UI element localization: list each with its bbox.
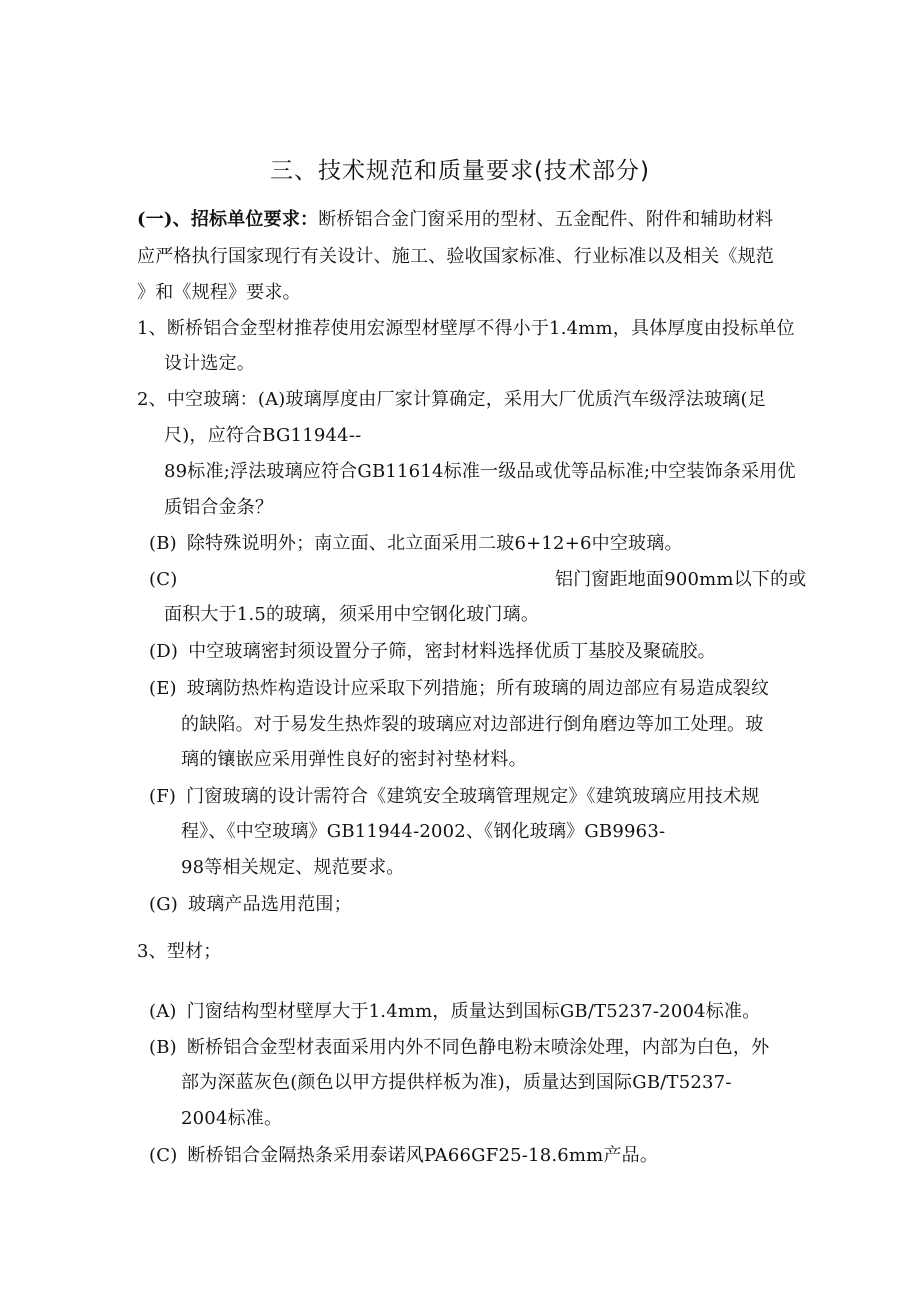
item-2-f-line-3: 98等相关规定、规范要求。 bbox=[181, 857, 405, 878]
item-3-c-marker: (C) bbox=[149, 1145, 178, 1166]
section-1-line-1 bbox=[137, 208, 773, 232]
item-2-line-2: 尺)，应符合BG11944-- bbox=[164, 425, 362, 446]
item-2-b-marker: (B) bbox=[149, 533, 177, 554]
item-2-c-marker: (C) bbox=[149, 569, 178, 590]
item-3-c-text: 断桥铝合金隔热条采用泰诺风PA66GF25-18.6mm产品。 bbox=[187, 1145, 659, 1166]
item-2-d-text: 中空玻璃密封须设置分子筛，密封材料选择优质丁基胶及聚硫胶。 bbox=[188, 641, 716, 662]
item-2-b-text: 除特殊说明外；南立面、北立面采用二玻6+12+6中空玻璃。 bbox=[186, 533, 683, 554]
item-3-c bbox=[149, 1144, 658, 1168]
item-3-a-text: 门窗结构型材壁厚大于1.4mm，质量达到国标GB/T5237-2004标准。 bbox=[186, 1001, 761, 1022]
item-2-e-line-1 bbox=[149, 677, 769, 701]
item-3-heading: 3、型材； bbox=[137, 941, 222, 962]
item-2-f-text-1: 门窗玻璃的设计需符合《建筑安全玻璃管理规定》《建筑玻璃应用技术规 bbox=[186, 786, 760, 807]
page-title: 三、技术规范和质量要求(技术部分) bbox=[270, 158, 650, 184]
item-2-d bbox=[149, 640, 716, 664]
item-2-e-line-2: 的缺陷。对于易发生热炸裂的玻璃应对边部进行倒角磨边等加工处理。玻 bbox=[181, 714, 764, 735]
item-2-g bbox=[149, 893, 352, 917]
item-2-d-marker: (D) bbox=[149, 641, 179, 662]
item-3-b-text-1: 断桥铝合金型材表面采用内外不同色静电粉末喷涂处理，内部为白色，外 bbox=[186, 1037, 770, 1058]
item-3-b-line-1 bbox=[149, 1036, 769, 1060]
section-1-heading: (一)、招标单位要求： bbox=[137, 209, 319, 230]
item-2-e-marker: (E) bbox=[149, 678, 177, 699]
item-2-g-marker: (G) bbox=[149, 894, 179, 915]
item-2-e-line-3: 璃的镶嵌应采用弹性良好的密封衬垫材料。 bbox=[181, 749, 527, 770]
item-1-line-2: 设计选定。 bbox=[164, 353, 255, 374]
item-2-line-4: 质铝合金条？ bbox=[164, 497, 274, 518]
item-3-b-line-2: 部为深蓝灰色(颜色以甲方提供样板为准)，质量达到国际GB/T5237- bbox=[181, 1072, 732, 1093]
item-2-f-line-1 bbox=[149, 785, 760, 809]
item-2-b bbox=[149, 532, 683, 556]
item-2-g-text: 玻璃产品选用范围； bbox=[188, 894, 352, 915]
section-1-line-2: 应严格执行国家现行有关设计、施工、验收国家标准、行业标准以及相关《规范 bbox=[137, 246, 774, 267]
item-3-b-line-3: 2004标准。 bbox=[181, 1108, 283, 1129]
item-2-c-text-cont: 面积大于1.5的玻璃，须采用中空钢化玻门璃。 bbox=[164, 604, 540, 625]
section-1-text-1: 断桥铝合金门窗采用的型材、五金配件、附件和辅助材料 bbox=[318, 209, 774, 230]
item-3-b-marker: (B) bbox=[149, 1037, 177, 1058]
section-1-line-3: 》和《规程》要求。 bbox=[137, 282, 301, 303]
item-2-f-marker: (F) bbox=[149, 786, 177, 807]
item-3-a-marker: (A) bbox=[149, 1001, 177, 1022]
item-2-line-1: 2、中空玻璃：(A)玻璃厚度由厂家计算确定，采用大厂优质汽车级浮法玻璃(足 bbox=[137, 389, 766, 410]
item-2-e-text-1: 玻璃防热炸构造设计应采取下列措施；所有玻璃的周边部应有易造成裂纹 bbox=[186, 678, 770, 699]
item-2-line-3: 89标准;浮法玻璃应符合GB11614标准一级品或优等品标准;中空装饰条采用优 bbox=[164, 461, 796, 482]
item-2-c-text-right: 铝门窗距地面900mm以下的或 bbox=[555, 569, 807, 590]
item-3-a bbox=[149, 1000, 760, 1024]
item-2-f-line-2: 程》、《中空玻璃》GB11944-2002、《钢化玻璃》GB9963- bbox=[181, 821, 666, 842]
item-1-line-1: 1、断桥铝合金型材推荐使用宏源型材壁厚不得小于1.4mm，具体厚度由投标单位 bbox=[137, 318, 795, 339]
